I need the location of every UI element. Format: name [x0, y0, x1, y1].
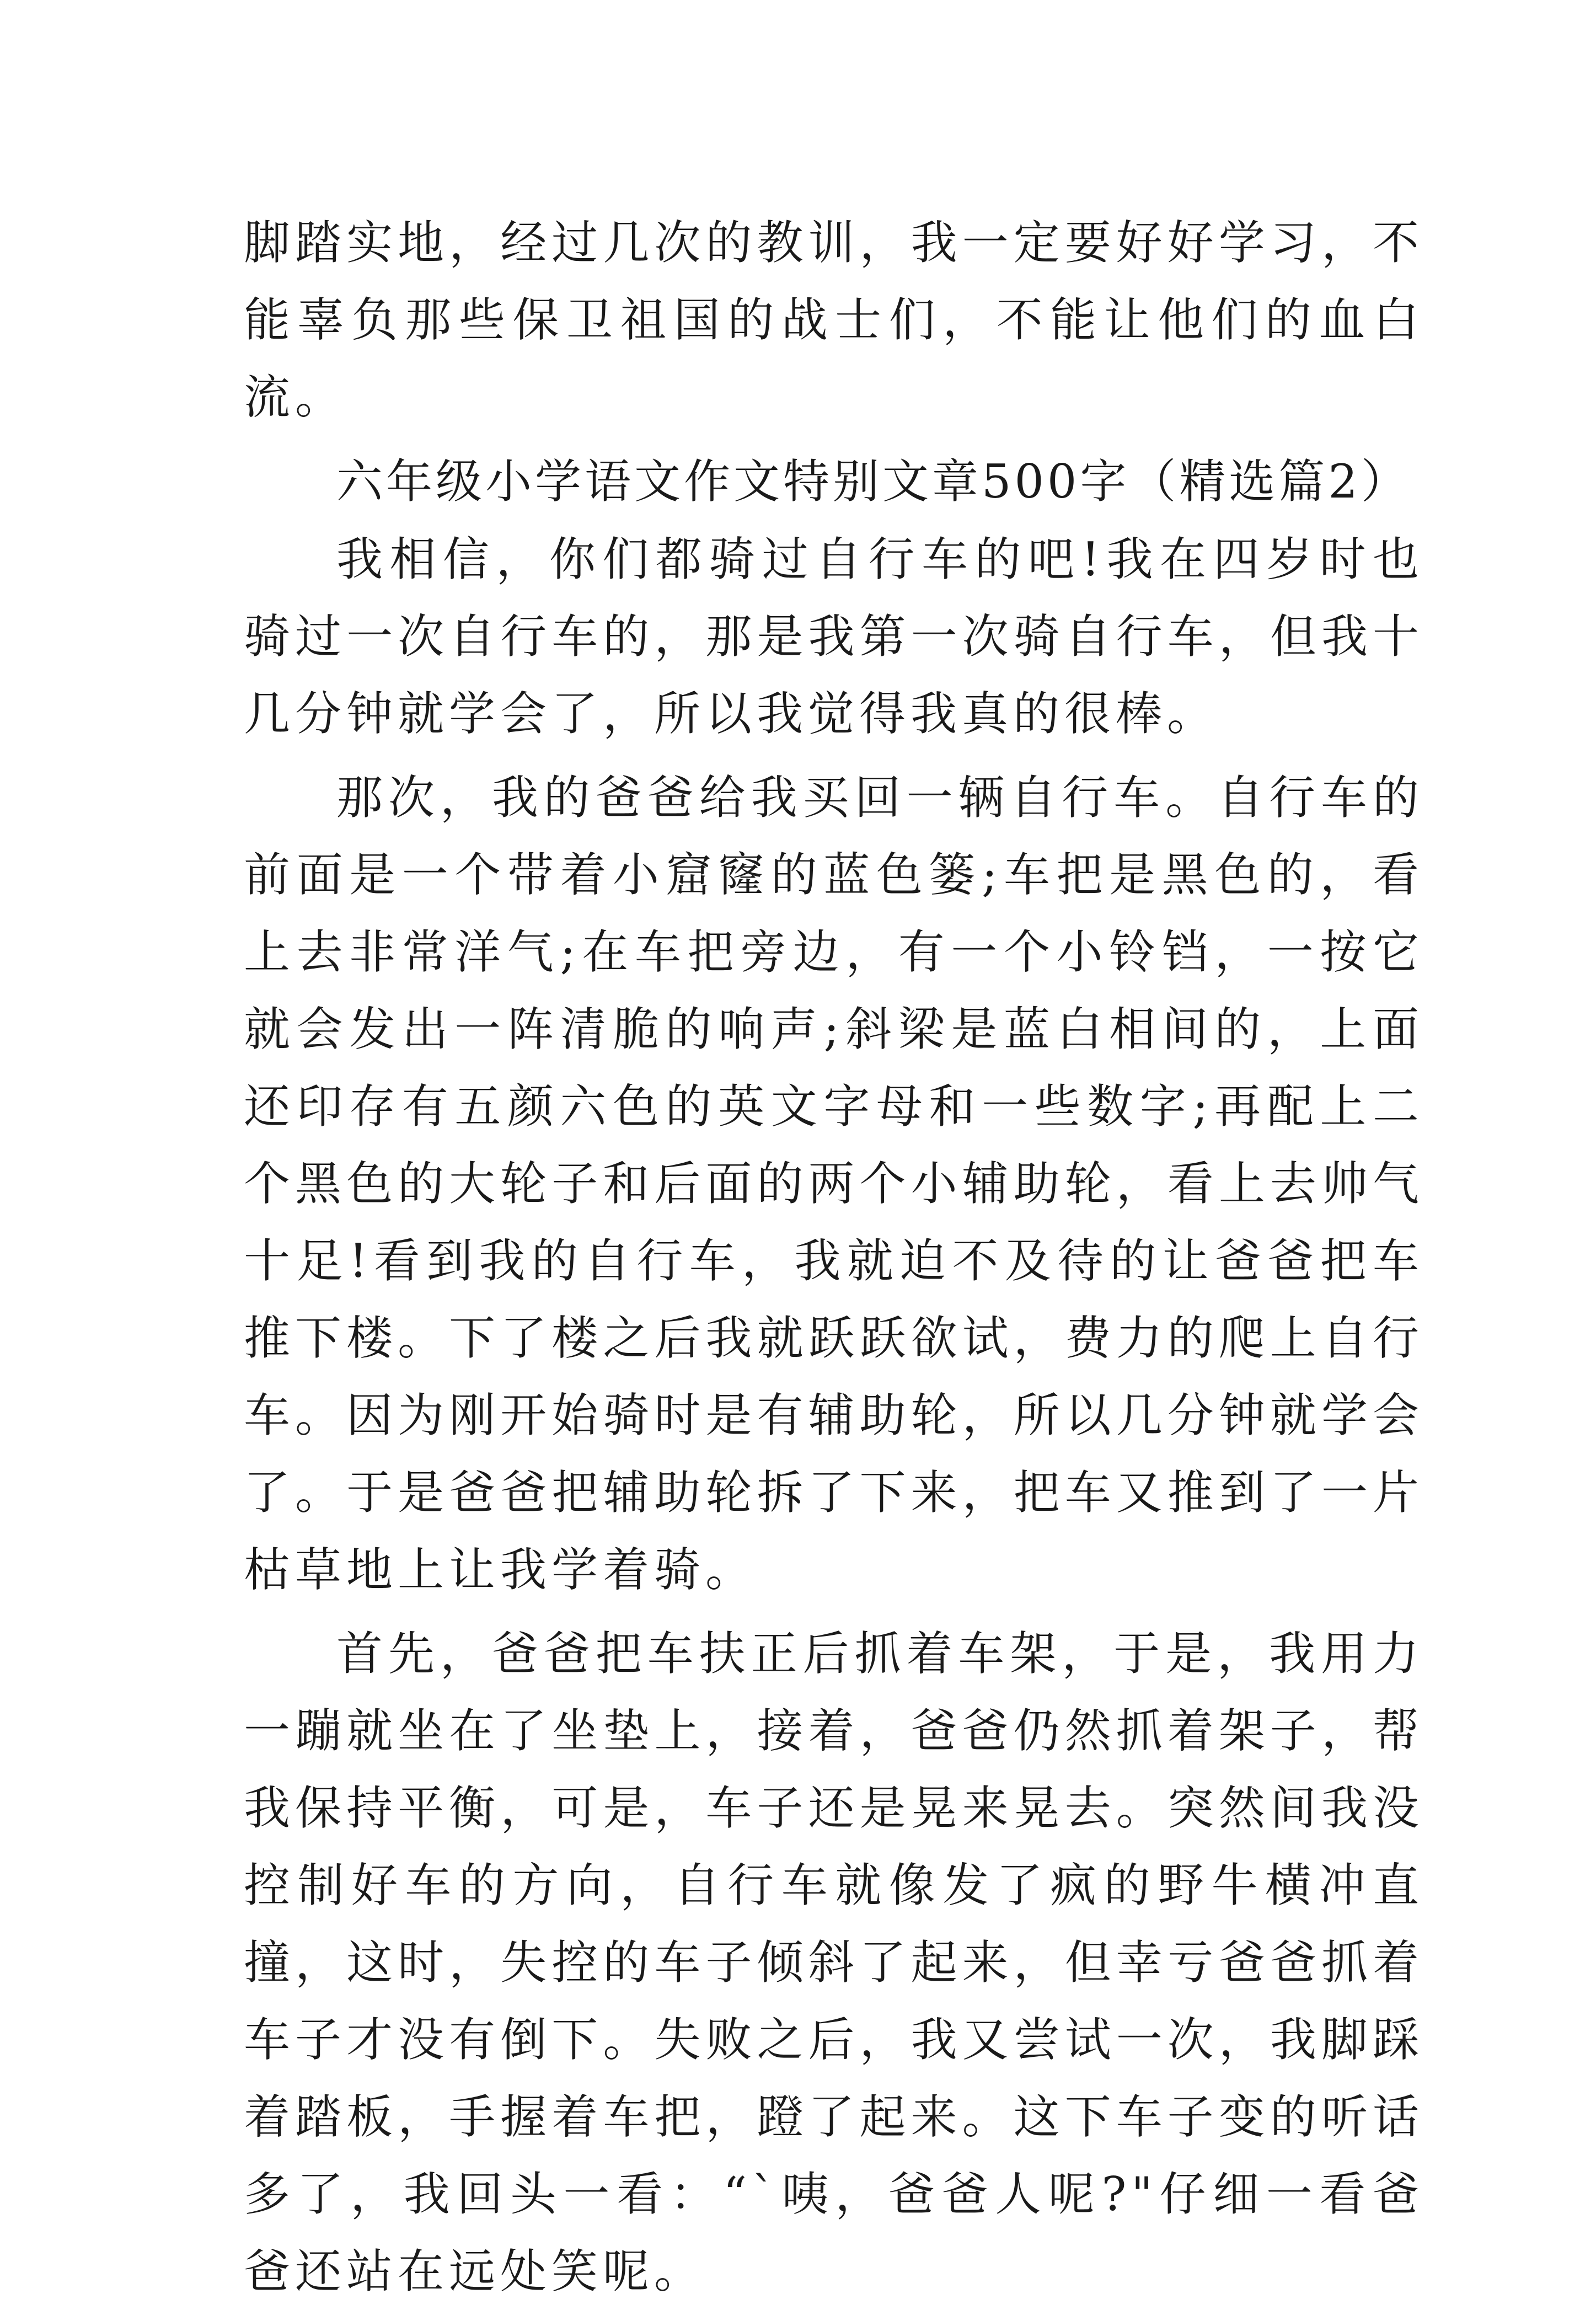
- section-heading: 六年级小学语文作文特别文章500字（精选篇2）: [336, 454, 1411, 509]
- paragraph-continuation: 脚踏实地，经过几次的教训，我一定要好好学习，不能辜负那些保卫祖国的战士们，不能让他们的血白流。: [244, 216, 1424, 424]
- essay-body: [244, 204, 1424, 2310]
- paragraph-3: 首先，爸爸把车扶正后抓着车架，于是，我用力一蹦就坐在了坐垫上，接着，爸爸仍然抓着架子，帮我保持平衡，可是，车子还是晃来晃去。突然间我没控制好车的方向，自行车就像发了疯的野牛横冲直撞，这时，失控的车子倾斜了起来，但幸亏爸爸抓着车子才没有倒下。失败之后，我又尝试一次，我脚踩着踏板，手握着车把，蹬了起来。这下车子变的听话多了，我回头一看：“`咦，爸爸人呢?"仔细一看爸爸还站在远处笑呢。: [244, 1627, 1424, 2298]
- paragraph-2: 那次，我的爸爸给我买回一辆自行车。自行车的前面是一个带着小窟窿的蓝色篓;车把是黑色的，看上去非常洋气;在车把旁边，有一个小铃铛，一按它就会发出一阵清脆的响声;斜梁是蓝白相间的，上面还印存有五颜六色的英文字母和一些数字;再配上二个黑色的大轮子和后面的两个小辅助轮，看上去帅气十足!看到我的自行车，我就迫不及待的让爸爸把车推下楼。下了楼之后我就跃跃欲试，费力的爬上自行车。因为刚开始骑时是有辅助轮，所以几分钟就学会了。于是爸爸把辅助轮拆了下来，把车又推到了一片枯草地上让我学着骑。: [244, 771, 1424, 1597]
- paragraph-1: 我相信，你们都骑过自行车的吧!我在四岁时也骑过一次自行车的，那是我第一次骑自行车，但我十几分钟就学会了，所以我觉得我真的很棒。: [244, 532, 1424, 741]
